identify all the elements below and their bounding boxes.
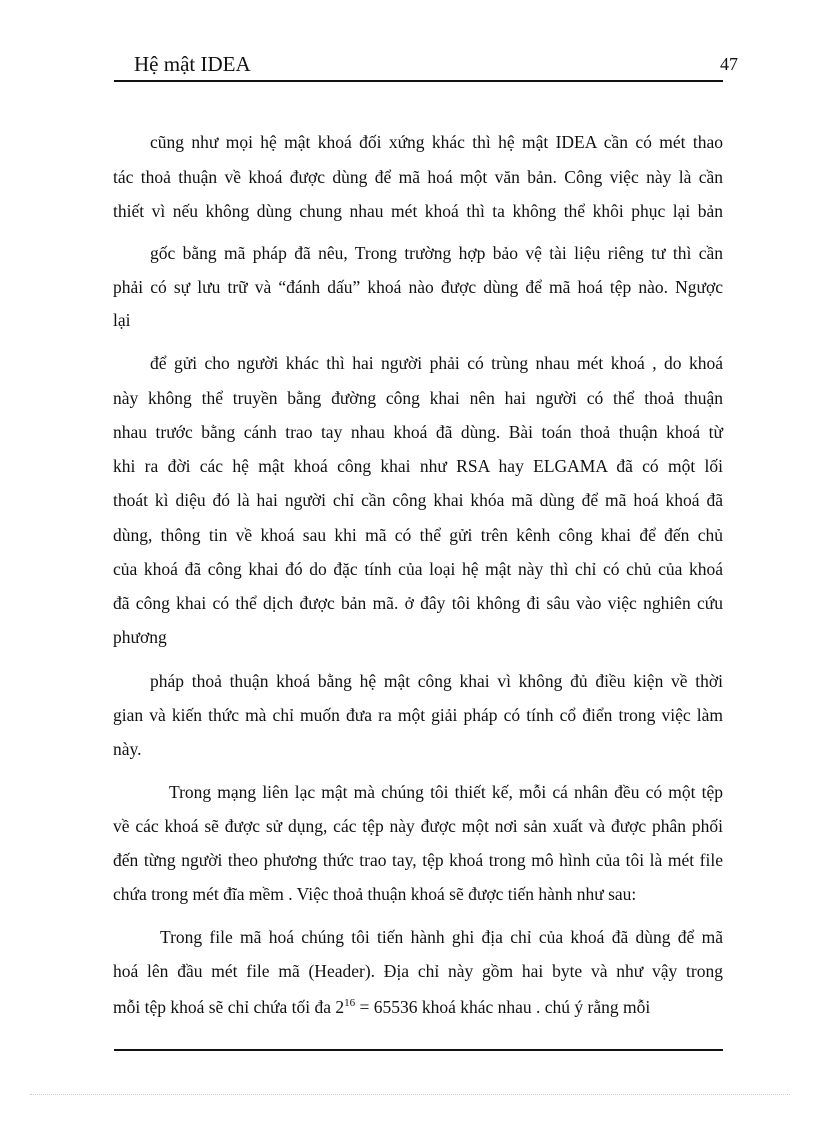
body-line: gốc bằng mã pháp đã nêu, Trong trường hợp bảo vệ tài liệu riêng tư thì cần [150,243,723,263]
body-line: này không thể truyền bằng đường công khai nên hai người có thể thoả thuận [113,388,723,408]
text-segment: = 65536 khoá khác nhau . chú ý rằng mỗi [355,996,651,1017]
body-line: Trong mạng liên lạc mật mà chúng tôi thiết kế, mỗi cá nhân đều có một tệp [169,782,723,802]
body-line: khi ra đời các hệ mật khoá công khai như RSA hay ELGAMA đã có một lối [113,456,723,476]
body-line: lại [113,310,131,330]
body-line: chứa trong mét đĩa mềm . Việc thoả thuận khoá sẽ được tiến hành như sau: [113,884,637,904]
body-line: gian và kiến thức mà chỉ muốn đưa ra một giải pháp có tính cổ điển trong việc làm [113,705,723,725]
body-line: để gửi cho người khác thì hai người phải có trùng nhau mét khoá , do khoá [150,353,723,373]
body-line: về các khoá sẽ được sử dụng, các tệp này được một nơi sản xuất và được phân phối [113,816,723,836]
page-edge-guide [30,1094,790,1095]
body-line: Trong file mã hoá chúng tôi tiến hành ghi địa chỉ của khoá đã dùng để mã [160,927,723,947]
body-line: hoá lên đầu mét file mã (Header). Địa chỉ này gồm hai byte và như vậy trong [113,961,723,981]
body-line: phải có sự lưu trữ và “đánh dấu” khoá nào được dùng để mã hoá tệp nào. Ngược [113,277,723,297]
body-line: tác thoả thuận về khoá được dùng để mã hoá một văn bản. Công việc này là cần [113,167,723,187]
exponent: 16 [344,997,356,1009]
footer-divider [114,1049,723,1051]
body-line: phương [113,627,167,647]
text-segment: mỗi tệp khoá sẽ chỉ chứa tối đa 2 [113,996,345,1017]
body-line: này. [113,739,142,759]
body-line: đến từng người theo phương thức trao tay, tệp khoá trong mô hình của tôi là mét file [113,850,723,870]
header-title: Hệ mật IDEA [134,52,251,76]
body-line: nhau trước bằng cánh trao tay nhau khoá đã dùng. Bài toán thoả thuận khoá từ [113,422,723,442]
body-line: cũng như mọi hệ mật khoá đối xứng khác thì hệ mật IDEA cần có mét thao [150,132,723,152]
body-line: thiết vì nếu không dùng chung nhau mét khoá thì ta không thể khôi phục lại bản [113,201,723,221]
body-line: pháp thoả thuận khoá bằng hệ mật công khai vì không đủ điều kiện về thời [150,671,723,691]
body-line: của khoá đã công khai đó do đặc tính của loại hệ mật này thì chỉ có chủ của khoá [113,559,723,579]
header-divider [114,80,723,82]
body-line: thoát kì diệu đó là hai người chỉ cần công khai khóa mã dùng để mã hoá khoá đã [113,490,723,510]
body-line-last [113,998,650,1016]
page-number: 47 [720,54,738,74]
body-line: đã công khai có thể dịch được bản mã. ở đây tôi không đi sâu vào việc nghiên cứu [113,593,723,613]
body-line: dùng, thông tin về khoá sau khi mã có thể gửi trên kênh công khai để đến chủ [113,525,723,545]
